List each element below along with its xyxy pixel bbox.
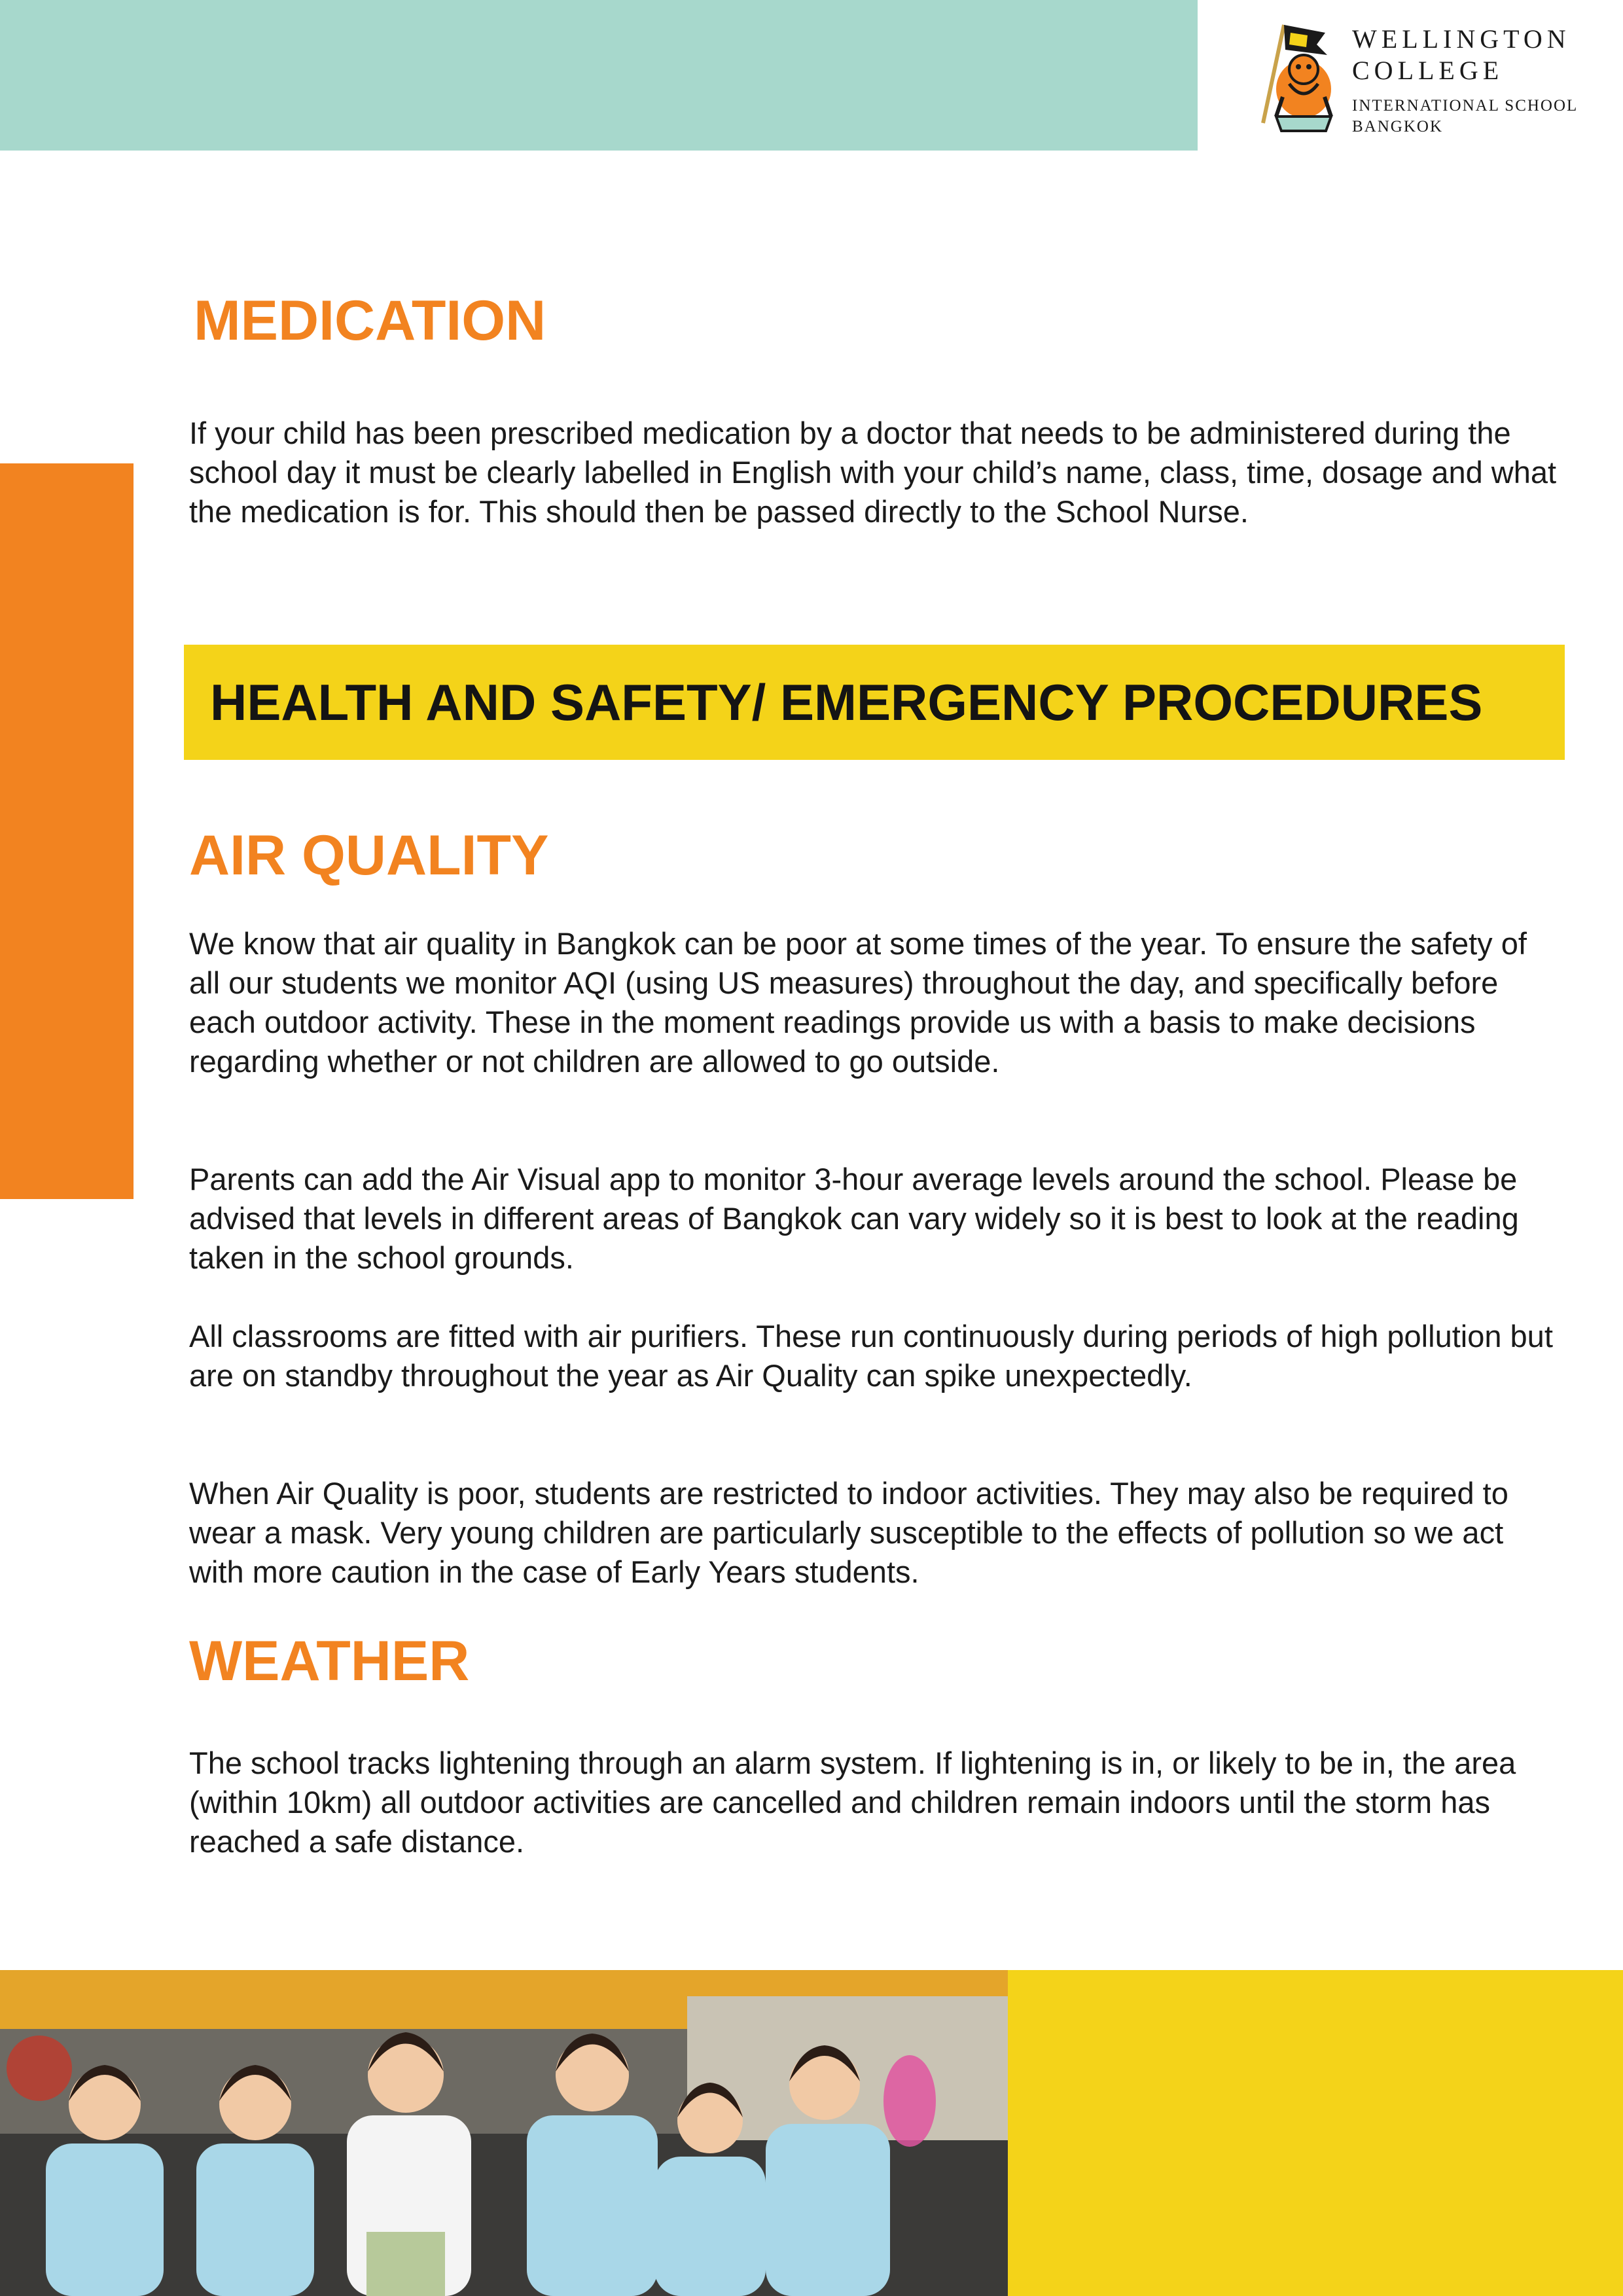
weather-body: The school tracks lightening through an alarm system. If lightening is in, or likely to be in, the area (within 10km) all outdoor activities are cancelled and children remain indoors until the storm has reached a safe distance. — [189, 1746, 1516, 1859]
air-quality-paragraph-3: All classrooms are fitted with air purifiers. These run continuously during periods of high pollution but are on standby throughout the year as Air Quality can spike unexpectedly. — [189, 1319, 1553, 1393]
logo-college: COLLEGE — [1352, 56, 1504, 85]
logo-text — [1352, 24, 1578, 137]
air-quality-paragraph-1: We know that air quality in Bangkok can be poor at some times of the year. To ensure the safety of all our students we monitor AQI (using US measures) throughout the day, and specifically before each outdoor activity. These in the moment readings provide us with a basis to make decisions regarding whether or not children are allowed to go outside. — [189, 926, 1527, 1079]
logo-international-school: INTERNATIONAL SCHOOL — [1352, 97, 1578, 115]
bottom-yellow-block — [1008, 1970, 1623, 2296]
air-quality-paragraph-2: Parents can add the Air Visual app to monitor 3-hour average levels around the school. Please be advised that levels in different areas of Bangkok can vary widely so it is best to look at the reading taken in the school grounds. — [189, 1162, 1519, 1275]
weather-heading: WEATHER — [189, 1630, 470, 1693]
lion-crest-icon — [1243, 18, 1342, 136]
banner-title: HEALTH AND SAFETY/ EMERGENCY PROCEDURES — [210, 673, 1483, 731]
air-quality-heading: AIR QUALITY — [189, 824, 549, 887]
top-teal-band — [0, 0, 1198, 151]
left-orange-bar — [0, 463, 134, 1199]
logo-wellington: WELLINGTON — [1352, 24, 1571, 54]
school-logo — [1243, 18, 1597, 143]
medication-heading: MEDICATION — [194, 289, 546, 352]
students-photo — [0, 1970, 1008, 2296]
health-safety-banner — [184, 645, 1565, 760]
air-quality-paragraph-4: When Air Quality is poor, students are restricted to indoor activities. They may also be required to wear a mask. Very young children are particularly susceptible to the effects of pollution so we act with more caution in the case of Early Years students. — [189, 1476, 1508, 1589]
medication-body: If your child has been prescribed medication by a doctor that needs to be administered during the school day it must be clearly labelled in English with your child’s name, class, time, dosage and what the medication is for. This should then be passed directly to the School Nurse. — [189, 416, 1557, 529]
students-photo-image — [0, 1970, 1008, 2296]
logo-bangkok: BANGKOK — [1352, 118, 1443, 135]
